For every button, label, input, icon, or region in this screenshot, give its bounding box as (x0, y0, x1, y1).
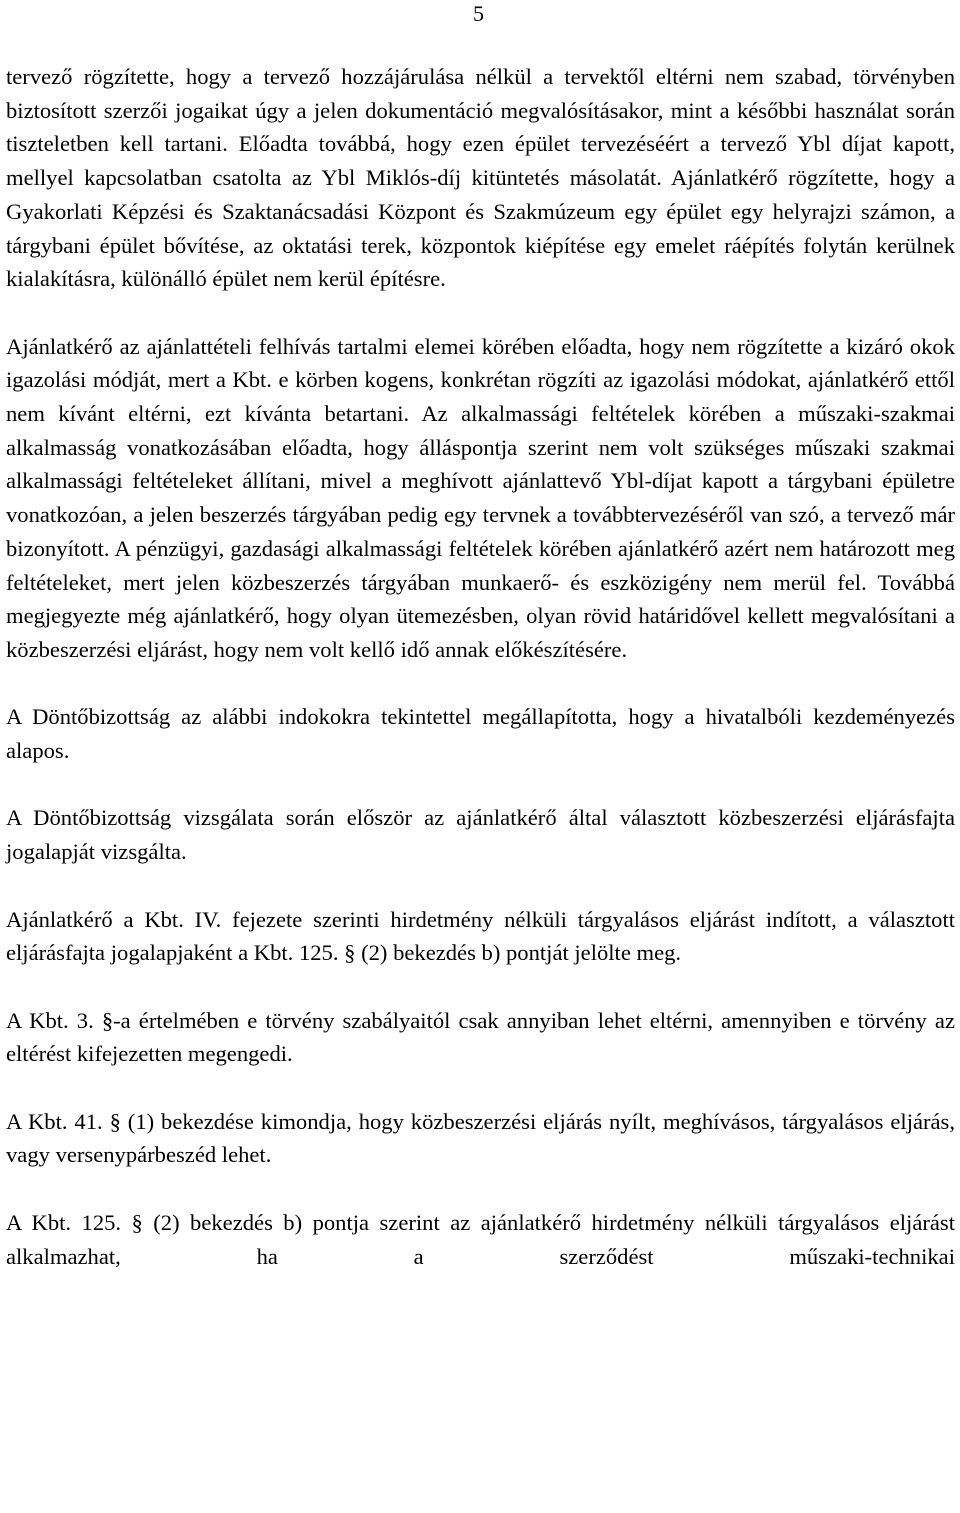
document-body (6, 60, 955, 1273)
paragraph-ajanlatkero-felhivas: Ajánlatkérő az ajánlattételi felhívás tartalmi elemei körében előadta, hogy nem rögzítette a kizáró okok igazolási módját, mert a Kbt. e körben kogens, konkrétan rögzíti az igazolási módokat, ajánlatkérő ettől nem kívánt eltérni, ezt kívánta betartani. Az alkalmassági feltételek körében a műszaki-szakmai alkalmasság vonatkozásában előadta, hogy álláspontja szerint nem volt szükséges műszaki szakmai alkalmassági feltételeket állítani, mivel a meghívott ajánlattevő Ybl-díjat kapott a tárgybani épületre vonatkozóan, a jelen beszerzés tárgyában pedig egy tervnek a továbbtervezéséről van szó, a tervező már bizonyított. A pénzügyi, gazdasági alkalmassági feltételek körében ajánlatkérő azért nem határozott meg feltételeket, mert jelen közbeszerzés tárgyában munkaerő- és eszközigény nem merül fel. Továbbá megjegyezte még ajánlatkérő, hogy olyan ütemezésben, olyan rövid határidővel kellett megvalósítani a közbeszerzési eljárást, hogy nem volt kellő idő annak előkészítésére. (6, 333, 955, 662)
page-number: 5 (473, 1, 484, 26)
paragraph-kbt-iv-fejezet: Ajánlatkérő a Kbt. IV. fejezete szerinti hirdetmény nélküli tárgyalásos eljárást indított, a választott eljárásfajta jogalapjaként a Kbt. 125. § (2) bekezdés b) pontját jelölte meg. (6, 906, 955, 966)
paragraph-tervezo-rogzitette: tervező rögzítette, hogy a tervező hozzájárulása nélkül a tervektől eltérni nem szabad, törvényben biztosított szerzői jogaikat úgy a jelen dokumentáció megvalósításakor, mint a későbbi használat során tiszteletben kell tartani. Előadta továbbá, hogy ezen épület tervezéséért a tervező Ybl díjat kapott, mellyel kapcsolatban csatolta az Ybl Miklós-díj kitüntetés másolatát. Ajánlatkérő rögzítette, hogy a Gyakorlati Képzési és Szaktanácsadási Központ és Szakmúzeum egy épület egy helyrajzi számon, a tárgybani épület bővítése, az oktatási terek, központok kiépítése egy emelet ráépítés folytán kerülnek kialakításra, különálló épület nem kerül építésre. (6, 64, 955, 292)
paragraph-kbt-125: A Kbt. 125. § (2) bekezdés b) pontja szerint az ajánlatkérő hirdetmény nélküli tárgyalásos eljárást alkalmazhat, ha a szerződést műszaki-technikai (6, 1209, 955, 1269)
paragraph-kbt-3: A Kbt. 3. §-a értelmében e törvény szabályaitól csak annyiban lehet eltérni, amennyiben e törvény az eltérést kifejezetten megengedi. (6, 1007, 955, 1067)
paragraph-dontobizottsag-vizsgalata: A Döntőbizottság vizsgálata során először az ajánlatkérő által választott közbeszerzési eljárásfajta jogalapját vizsgálta. (6, 805, 955, 865)
paragraph-dontobizottsag-alapos: A Döntőbizottság az alábbi indokokra tekintettel megállapította, hogy a hivatalbóli kezdeményezés alapos. (6, 704, 955, 764)
paragraph-kbt-41: A Kbt. 41. § (1) bekezdése kimondja, hogy közbeszerzési eljárás nyílt, meghívásos, tárgyalásos eljárás, vagy versenypárbeszéd lehet. (6, 1108, 955, 1168)
